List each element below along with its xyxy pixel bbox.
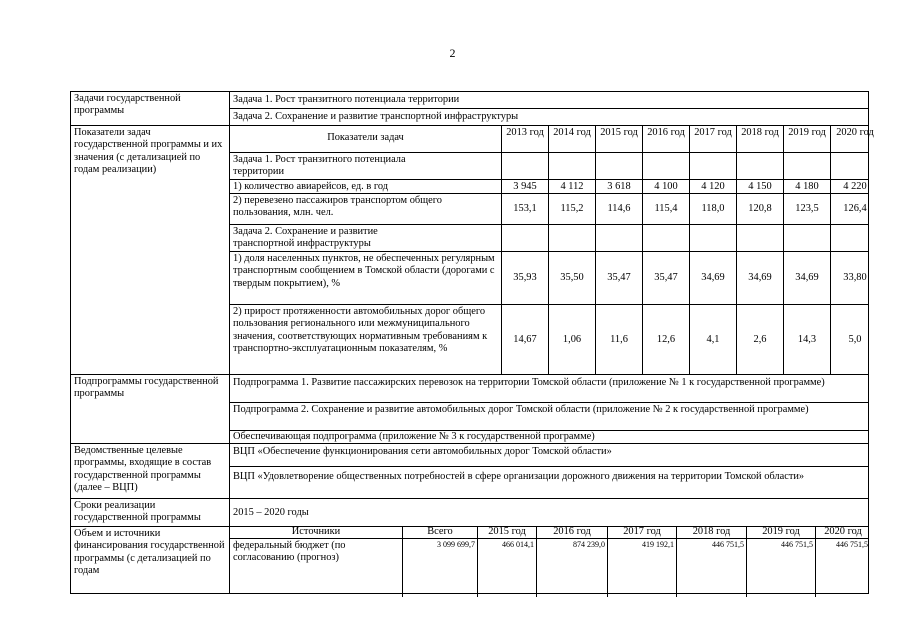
subprogram-1: Подпрограмма 1. Развитие пассажирских перевозок на территории Томской области (приложение № 1 к государственной программе) bbox=[233, 377, 825, 388]
indicator-value-cell bbox=[501, 180, 548, 193]
indicator-row bbox=[230, 194, 868, 225]
indicator-value: 2,6 bbox=[753, 334, 767, 345]
indicator-value-cell bbox=[595, 194, 642, 224]
indicator-value-cell bbox=[830, 252, 879, 304]
indicator-value: 4 100 bbox=[654, 181, 678, 192]
indicator-value-cell bbox=[830, 194, 879, 224]
year-header: 2015 год bbox=[600, 127, 638, 138]
indicator-value-cell bbox=[736, 153, 783, 179]
task1-text: Задача 1. Рост транзитного потенциала территории bbox=[233, 94, 460, 105]
finance-header: 2017 год bbox=[623, 526, 661, 537]
indicator-value-cell bbox=[642, 225, 689, 251]
indicator-value-cell bbox=[595, 305, 642, 375]
finance-header-cell bbox=[746, 527, 815, 538]
indicator-value-cell bbox=[736, 252, 783, 304]
finance-header: Всего bbox=[427, 526, 453, 537]
indicator-name-header: Показатели задач bbox=[327, 132, 404, 143]
indicator-value-cell bbox=[501, 153, 548, 179]
finance-header-cell bbox=[607, 527, 676, 538]
finance-header: Источники bbox=[291, 526, 341, 537]
terms-label: Сроки реализации государственной программы bbox=[74, 500, 201, 524]
indicator-value-cell bbox=[548, 305, 595, 375]
indicator-value-cell bbox=[736, 180, 783, 193]
indicator-value: 126,4 bbox=[843, 203, 867, 214]
subprogram-divider bbox=[230, 402, 868, 403]
terms-value: 2015 – 2020 годы bbox=[233, 507, 309, 518]
year-header: 2020 год bbox=[836, 127, 874, 138]
indicator-value: 120,8 bbox=[748, 203, 772, 214]
indicator-value-cell bbox=[548, 180, 595, 193]
indicator-value-cell bbox=[830, 126, 879, 152]
indicator-row bbox=[230, 252, 868, 305]
finance-data-cell bbox=[815, 539, 870, 597]
finance-header: 2020 год bbox=[824, 526, 862, 537]
indicator-value-cell bbox=[501, 252, 548, 304]
vcp-label: Ведомственные целевые программы, входящие в состав государственной программы (далее – ВЦП) bbox=[74, 445, 212, 494]
indicator-value-cell bbox=[736, 126, 783, 152]
indicator-value: 118,0 bbox=[701, 203, 725, 214]
program-passport-table bbox=[70, 91, 874, 594]
year-header: 2014 год bbox=[553, 127, 591, 138]
subprogram-supporting: Обеспечивающая подпрограмма (приложение № 3 к государственной программе) bbox=[233, 431, 595, 442]
finance-data-cell bbox=[746, 539, 815, 597]
finance-header: 2015 год bbox=[488, 526, 526, 537]
indicator-value-cell bbox=[689, 225, 736, 251]
indicator-value: 4 150 bbox=[748, 181, 772, 192]
indicator-name-cell: 1) доля населенных пунктов, не обеспеченных регулярным транспортным сообщением в Томской области (дорогами с твердым покрытием), % bbox=[233, 253, 495, 289]
task2-text: Задача 2. Сохранение и развитие транспортной инфраструктуры bbox=[233, 111, 519, 122]
finance-header-cell bbox=[477, 527, 536, 538]
finance-header-cell bbox=[815, 527, 870, 538]
indicator-value-cell bbox=[642, 126, 689, 152]
indicator-value: 115,4 bbox=[654, 203, 678, 214]
subprograms-row bbox=[71, 375, 868, 444]
indicator-value: 115,2 bbox=[560, 203, 584, 214]
indicator-value-cell bbox=[642, 305, 689, 375]
indicator-value: 34,69 bbox=[748, 272, 772, 283]
year-header: 2017 год bbox=[694, 127, 732, 138]
indicator-value: 4 120 bbox=[701, 181, 725, 192]
year-header: 2013 год bbox=[506, 127, 544, 138]
indicator-value: 4 220 bbox=[843, 181, 867, 192]
indicator-value: 11,6 bbox=[610, 334, 628, 345]
indicator-value: 5,0 bbox=[848, 334, 862, 345]
indicator-value-cell bbox=[689, 180, 736, 193]
indicator-name-cell: 2) перевезено пассажиров транспортом общего пользования, млн. чел. bbox=[233, 195, 442, 219]
indicator-header-row bbox=[230, 126, 874, 153]
indicator-value: 35,47 bbox=[654, 272, 678, 283]
indicator-value: 4 112 bbox=[560, 181, 584, 192]
indicator-value-cell bbox=[642, 153, 689, 179]
indicators-row bbox=[71, 126, 874, 375]
indicator-value: 14,67 bbox=[513, 334, 537, 345]
indicator-value-cell bbox=[595, 153, 642, 179]
indicator-value-cell bbox=[595, 180, 642, 193]
indicator-value-cell bbox=[548, 153, 595, 179]
indicator-value-cell bbox=[548, 252, 595, 304]
subprograms-label: Подпрограммы государственной программы bbox=[74, 376, 219, 400]
indicators-label: Показатели задач государственной программы и их значения (с детализацией по годам реализации) bbox=[74, 127, 223, 176]
indicator-value: 35,93 bbox=[513, 272, 537, 283]
indicator-value-cell bbox=[642, 252, 689, 304]
indicator-value-cell bbox=[595, 225, 642, 251]
page-number: 2 bbox=[449, 46, 456, 60]
indicator-value-cell bbox=[830, 225, 879, 251]
finance-data-row bbox=[230, 539, 868, 597]
tasks-label: Задачи государственной программы bbox=[74, 93, 181, 117]
finance-value: 874 239,0 bbox=[573, 540, 605, 549]
indicator-value: 153,1 bbox=[513, 203, 537, 214]
indicator-value-cell bbox=[501, 225, 548, 251]
finance-header: 2016 год bbox=[553, 526, 591, 537]
finance-header-cell bbox=[536, 527, 607, 538]
indicator-value-cell bbox=[642, 180, 689, 193]
indicator-value: 4 180 bbox=[795, 181, 819, 192]
indicator-task-row bbox=[230, 225, 868, 252]
indicator-value: 4,1 bbox=[706, 334, 720, 345]
vcp-2: ВЦП «Удовлетворение общественных потребностей в сфере организации дорожного движения на территории Томской области» bbox=[233, 471, 805, 482]
indicator-value-cell bbox=[595, 252, 642, 304]
finance-data-cell bbox=[676, 539, 746, 597]
indicator-name-cell: 1) количество авиарейсов, ед. в год bbox=[233, 181, 389, 192]
tasks-row bbox=[71, 92, 868, 126]
indicator-value-cell bbox=[689, 126, 736, 152]
indicator-value: 14,3 bbox=[797, 334, 817, 345]
indicator-value-cell bbox=[783, 180, 830, 193]
indicator-value: 3 618 bbox=[607, 181, 631, 192]
indicator-value-cell bbox=[736, 194, 783, 224]
finance-value: 3 099 699,7 bbox=[437, 540, 475, 549]
vcp-1: ВЦП «Обеспечение функционирования сети автомобильных дорог Томской области» bbox=[233, 446, 612, 457]
indicator-value-cell bbox=[736, 225, 783, 251]
indicator-value: 35,50 bbox=[560, 272, 584, 283]
terms-row bbox=[71, 499, 868, 527]
indicator-value-cell bbox=[783, 194, 830, 224]
vcp-divider bbox=[230, 466, 868, 467]
finance-row bbox=[71, 527, 868, 597]
indicator-value-cell bbox=[830, 153, 879, 179]
finance-value: 446 751,5 bbox=[712, 540, 744, 549]
finance-header-cell bbox=[402, 527, 477, 538]
indicator-name-cell: 2) прирост протяженности автомобильных дорог общего пользования регионального или межмуниципального значения, соответствующих нормативным требованиям к транспортно-эксплуатационным показателям, % bbox=[233, 306, 488, 355]
finance-header-cell bbox=[676, 527, 746, 538]
indicator-value-cell bbox=[783, 305, 830, 375]
indicator-value: 3 945 bbox=[513, 181, 537, 192]
indicator-value-cell bbox=[783, 225, 830, 251]
indicator-task1-title: Задача 1. Рост транзитного потенциала территории bbox=[233, 154, 406, 178]
indicator-value-cell bbox=[830, 180, 879, 193]
indicator-value-cell bbox=[595, 126, 642, 152]
indicator-value-cell bbox=[783, 153, 830, 179]
indicator-value-cell bbox=[783, 252, 830, 304]
year-header: 2019 год bbox=[788, 127, 826, 138]
indicator-value-cell bbox=[501, 194, 548, 224]
year-header: 2018 год bbox=[741, 127, 779, 138]
subprogram-2: Подпрограмма 2. Сохранение и развитие автомобильных дорог Томской области (приложение № 2 к государственной программе) bbox=[233, 404, 809, 415]
indicator-row bbox=[230, 305, 868, 375]
indicator-value-cell bbox=[548, 126, 595, 152]
indicator-value-cell bbox=[736, 305, 783, 375]
finance-value: 419 192,1 bbox=[642, 540, 674, 549]
finance-source: федеральный бюджет (по согласованию (прогноз) bbox=[233, 540, 346, 564]
finance-data-cell bbox=[230, 539, 402, 597]
finance-data-cell bbox=[536, 539, 607, 597]
indicator-task-row bbox=[230, 153, 868, 180]
indicators-grid bbox=[230, 126, 874, 374]
indicator-value-cell bbox=[830, 305, 879, 375]
finance-value: 446 751,5 bbox=[781, 540, 813, 549]
finance-header-row bbox=[230, 527, 868, 539]
finance-label: Объем и источники финансирования государственной программы (с детализацией по годам bbox=[74, 528, 225, 577]
indicator-value: 123,5 bbox=[795, 203, 819, 214]
indicator-value: 35,47 bbox=[607, 272, 631, 283]
indicator-task2-title: Задача 2. Сохранение и развитие транспортной инфраструктуры bbox=[233, 226, 378, 250]
indicator-value-cell bbox=[548, 194, 595, 224]
indicator-value-cell bbox=[783, 126, 830, 152]
indicator-value-cell bbox=[689, 252, 736, 304]
finance-data-cell bbox=[607, 539, 676, 597]
finance-data-cell bbox=[477, 539, 536, 597]
finance-header: 2019 год bbox=[762, 526, 800, 537]
finance-grid bbox=[230, 527, 868, 597]
finance-header-cell bbox=[230, 527, 402, 538]
indicator-value: 12,6 bbox=[656, 334, 676, 345]
finance-value: 466 014,1 bbox=[502, 540, 534, 549]
finance-value: 446 751,5 bbox=[836, 540, 868, 549]
finance-data-cell bbox=[402, 539, 477, 597]
indicator-value-cell bbox=[689, 305, 736, 375]
indicator-value: 34,69 bbox=[795, 272, 819, 283]
indicator-row bbox=[230, 180, 868, 194]
indicator-value-cell bbox=[689, 194, 736, 224]
indicator-value: 1,06 bbox=[562, 334, 582, 345]
indicator-value-cell bbox=[501, 305, 548, 375]
vcp-row bbox=[71, 444, 868, 499]
indicator-value: 33,80 bbox=[843, 272, 867, 283]
indicator-value: 34,69 bbox=[701, 272, 725, 283]
indicator-value-cell bbox=[642, 194, 689, 224]
indicator-value: 114,6 bbox=[607, 203, 631, 214]
finance-header: 2018 год bbox=[692, 526, 731, 537]
year-header: 2016 год bbox=[647, 127, 685, 138]
indicator-value-cell bbox=[548, 225, 595, 251]
indicator-value-cell bbox=[501, 126, 548, 152]
tasks-divider bbox=[230, 108, 868, 109]
indicator-value-cell bbox=[689, 153, 736, 179]
